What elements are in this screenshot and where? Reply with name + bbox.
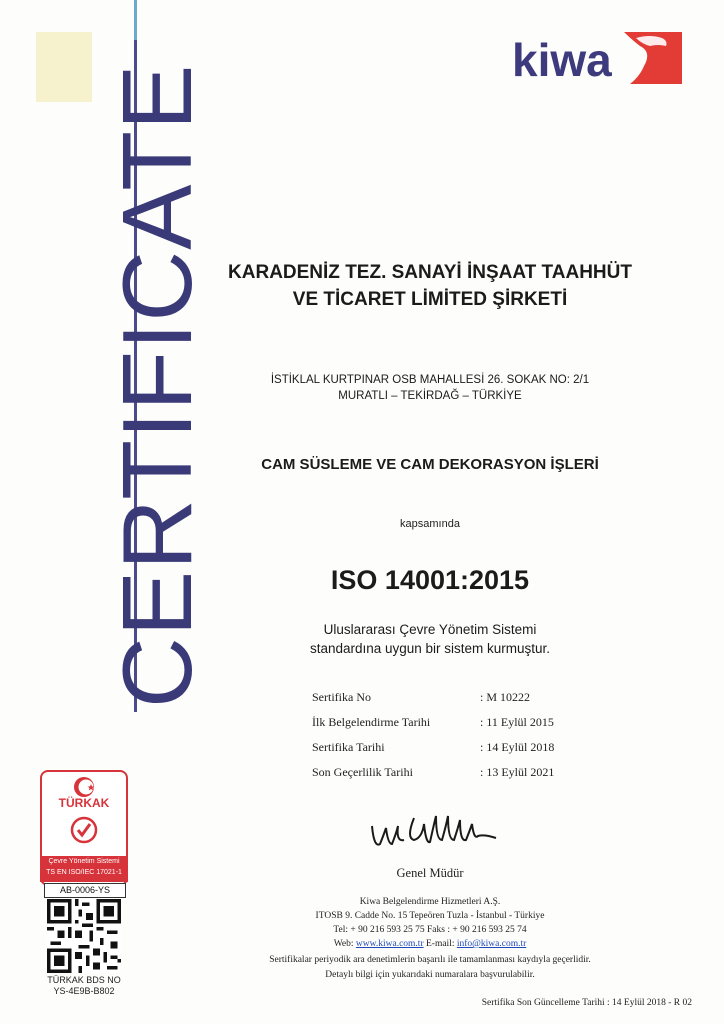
kiwa-logo <box>512 26 684 90</box>
address-line1: İSTİKLAL KURTPINAR OSB MAHALLESİ 26. SOKAK NO: 2/1 <box>270 374 590 386</box>
description-line1: Uluslararası Çevre Yönetim Sistemi <box>323 622 537 637</box>
detail-value: : 11 Eylül 2015 <box>480 715 554 729</box>
issuer-address: ITOSB 9. Cadde No. 15 Tepeören Tuzla - İstanbul - Türkiye <box>315 911 545 921</box>
detail-value: : 14 Eylül 2018 <box>480 740 555 754</box>
issuer-phone: Tel: + 90 216 593 25 75 Faks : + 90 216 593 25 74 <box>333 925 527 935</box>
scope-connector: kapsamında <box>400 518 460 530</box>
email-link[interactable]: info@kiwa.com.tr <box>456 939 527 949</box>
qr-caption-line2: YS-4E9B-B802 <box>53 986 115 996</box>
crescent-star-icon <box>68 776 100 798</box>
signature <box>366 804 516 858</box>
address-line2: MURATLI – TEKİRDAĞ – TÜRKİYE <box>338 390 522 402</box>
info-note: Detaylı bilgi için yukarıdaki numaralara başvurulabilir. <box>325 970 535 980</box>
vertical-divider-accent <box>134 0 137 40</box>
detail-value: : 13 Eylül 2021 <box>480 765 555 779</box>
checkmark-icon <box>70 816 98 844</box>
detail-label: Sertifika No <box>312 690 371 704</box>
email-label: E-mail: <box>425 939 455 949</box>
description-line2: standardına uygun bir sistem kurmuştur. <box>309 641 551 656</box>
company-name-line1: KARADENİZ TEZ. SANAYİ İNŞAAT TAAHHÜT <box>228 262 632 283</box>
qr-caption-line1: TÜRKAK BDS NO <box>47 975 121 985</box>
issuer-contact <box>160 939 700 949</box>
turkak-scope-line1: Çevre Yönetim Sistemi <box>48 858 120 865</box>
turkak-logo-text: TÜRKAK <box>58 796 110 810</box>
detail-label: İlk Belgelendirme Tarihi <box>312 715 431 729</box>
company-name-line2: VE TİCARET LİMİTED ŞİRKETİ <box>292 289 568 310</box>
web-label: Web: <box>333 939 354 949</box>
website-link[interactable]: www.kiwa.com.tr <box>355 939 424 949</box>
detail-value: : M 10222 <box>480 690 531 704</box>
last-update-note: Sertifika Son Güncelleme Tarihi : 14 Eylül 2018 - R 02 <box>481 998 692 1008</box>
qr-code[interactable] <box>47 899 121 973</box>
turkak-scope-line2: TS EN ISO/IEC 17021-1 <box>46 869 122 876</box>
signatory-title: Genel Müdür <box>396 866 464 880</box>
issuer-name: Kiwa Belgelendirme Hizmetleri A.Ş. <box>359 897 501 907</box>
detail-label: Sertifika Tarihi <box>312 740 385 754</box>
validity-note: Sertifikalar periyodik ara denetimlerin başarılı ile tamamlanması kaydıyla geçerlidir. <box>269 955 591 965</box>
certificate-vertical-title: CERTIFICATE <box>102 63 212 708</box>
detail-label: Son Geçerlilik Tarihi <box>312 765 413 779</box>
kiwa-wordmark: kiwa <box>512 34 612 86</box>
embossed-seal <box>36 32 92 102</box>
accreditation-number: AB-0006-YS <box>44 883 126 898</box>
certification-scope: CAM SÜSLEME VE CAM DEKORASYON İŞLERİ <box>261 456 599 473</box>
standard-title: ISO 14001:2015 <box>330 565 530 595</box>
